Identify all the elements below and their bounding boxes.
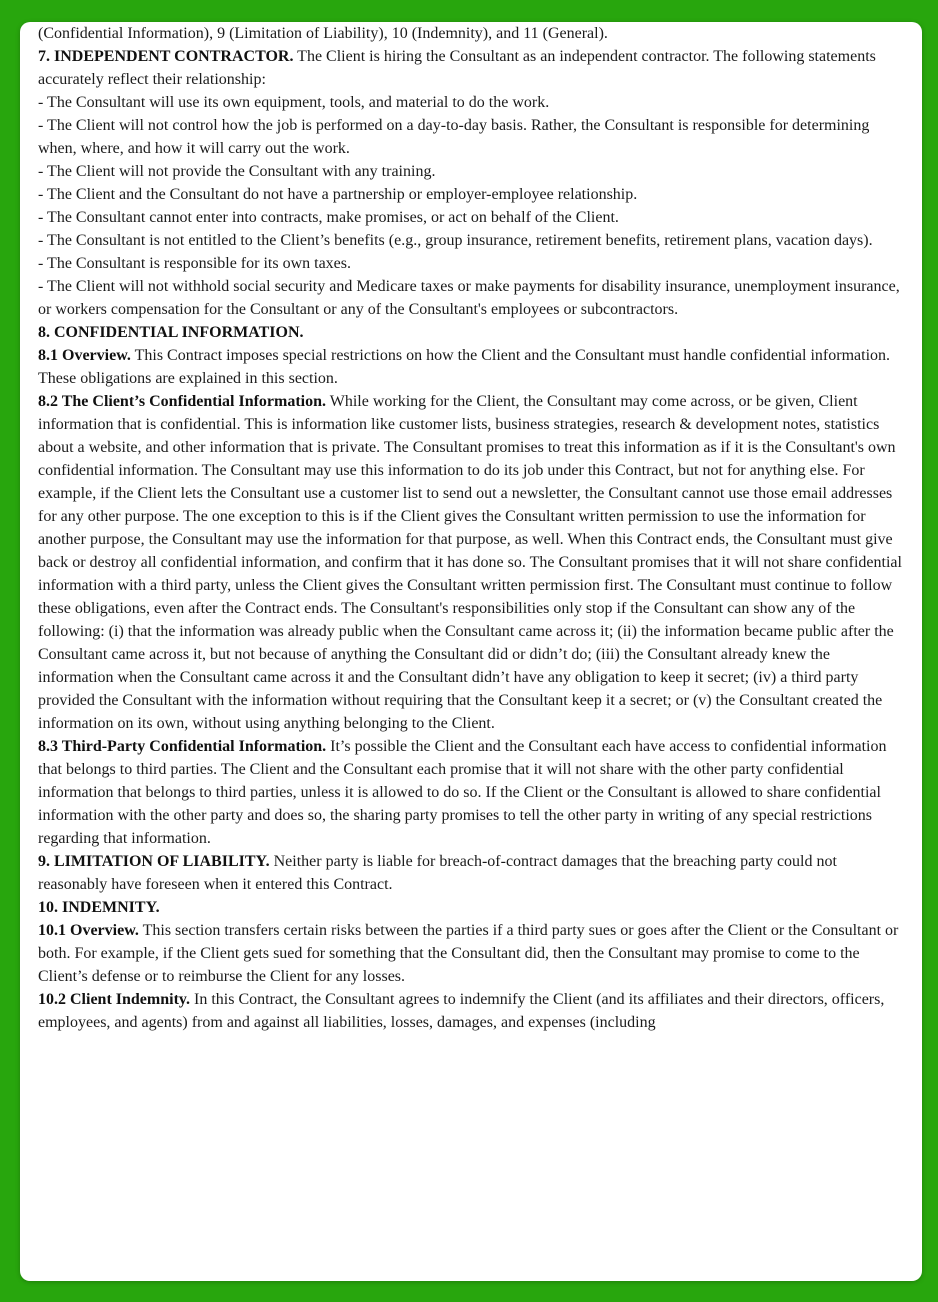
subsection-text: In this Contract, the Consultant agrees to indemnify the Client (and its affiliates and their directors, officers, employees, and agents) from and against all liabilities, losses, damages, and expenses (including	[38, 991, 885, 1031]
bullet-item	[38, 91, 904, 114]
bullet-text: The Consultant is not entitled to the Client’s benefits (e.g., group insurance, retirement benefits, retirement plans, vacation days).	[47, 232, 873, 249]
bullet-dash: -	[38, 94, 44, 111]
bullet-dash: -	[38, 117, 44, 134]
bullet-dash: -	[38, 186, 44, 203]
subsection-title: 10.2 Client Indemnity.	[38, 991, 191, 1008]
subsection-title: 8.2 The Client’s Confidential Information.	[38, 393, 327, 410]
bullet-text: The Client and the Consultant do not have a partnership or employer-employee relationship.	[47, 186, 638, 203]
bullet-text: The Consultant cannot enter into contracts, make promises, or act on behalf of the Client.	[47, 209, 619, 226]
bullet-item	[38, 183, 904, 206]
section-heading	[38, 321, 904, 344]
bullet-item	[38, 275, 904, 321]
bullet-text: The Consultant is responsible for its own taxes.	[47, 255, 352, 272]
subsection-paragraph	[38, 735, 904, 850]
subsection-paragraph	[38, 344, 904, 390]
subsection-text: While working for the Client, the Consultant may come across, or be given, Client information that is confidential. This is information like customer lists, business strategies, research & development notes, statistics about a website, and other information that is private. The Consultant promises to treat this information as if it is the Consultant's own confidential information. The Consultant may use this information to do its job under this Contract, but not for anything else. For example, if the Client lets the Consultant use a customer list to send out a newsletter, the Consultant cannot use those email addresses for any other purpose. The one exception to this is if the Client gives the Consultant written permission to use the information for another purpose, the Consultant may use the information for that purpose, as well. When this Contract ends, the Consultant must give back or destroy all confidential information, and confirm that it has done so. The Consultant promises that it will not share confidential information with a third party, unless the Client gives the Consultant written permission first. The Consultant must continue to follow these obligations, even after the Contract ends. The Consultant's responsibilities only stop if the Consultant can show any of the following: (i) that the information was already public when the Consultant came across it; (ii) the information became public after the Consultant came across it, but not because of anything the Consultant did or didn’t do; (iii) the Consultant already knew the information when the Consultant came across it and the Consultant didn’t have any obligation to keep it secret; (iv) a third party provided the Consultant with the information without requiring that the Consultant keep it a secret; or (v) the Consultant created the information on its own, without using anything belonging to the Client.	[38, 393, 902, 732]
document-body	[20, 22, 922, 1034]
subsection-text: This section transfers certain risks between the parties if a third party sues or goes after the Client or the Consultant or both. For example, if the Client gets sued for something that the Consultant did, then the Consultant may promise to come to the Client’s defense or to reimburse the Client for any losses.	[38, 922, 899, 985]
document-card	[20, 22, 922, 1281]
section-heading-label: 10. INDEMNITY.	[38, 899, 160, 916]
clause-title: 9. LIMITATION OF LIABILITY.	[38, 853, 270, 870]
bullet-dash: -	[38, 232, 44, 249]
bullet-item	[38, 206, 904, 229]
section-heading-label: 8. CONFIDENTIAL INFORMATION.	[38, 324, 304, 341]
section-heading	[38, 896, 904, 919]
bullet-text: The Consultant will use its own equipment, tools, and material to do the work.	[47, 94, 550, 111]
bullet-dash: -	[38, 255, 44, 272]
bullet-text: The Client will not control how the job is performed on a day-to-day basis. Rather, the Consultant is responsible for determining when, where, and how it will carry out the work.	[38, 117, 870, 157]
bullet-text: The Client will not provide the Consultant with any training.	[47, 163, 436, 180]
clause-text: Neither party is liable for breach-of-contract damages that the breaching party could not reasonably have foreseen when it entered this Contract.	[38, 853, 837, 893]
subsection-title: 10.1 Overview.	[38, 922, 139, 939]
clipped-top-line: (Confidential Information), 9 (Limitation of Liability), 10 (Indemnity), and 11 (General).	[38, 25, 608, 42]
subsection-paragraph	[38, 390, 904, 735]
clause-text: The Client is hiring the Consultant as an independent contractor. The following statements accurately reflect their relationship:	[38, 48, 876, 88]
bullet-item	[38, 160, 904, 183]
bullet-dash: -	[38, 278, 44, 295]
bullet-dash: -	[38, 163, 44, 180]
clause-title: 7. INDEPENDENT CONTRACTOR.	[38, 48, 294, 65]
subsection-title: 8.1 Overview.	[38, 347, 131, 364]
bullet-dash: -	[38, 209, 44, 226]
bullet-item	[38, 229, 904, 252]
section-paragraph	[38, 45, 904, 91]
subsection-text: This Contract imposes special restrictions on how the Client and the Consultant must handle confidential information. These obligations are explained in this section.	[38, 347, 891, 387]
section-paragraph	[38, 850, 904, 896]
subsection-paragraph	[38, 919, 904, 988]
subsection-title: 8.3 Third-Party Confidential Information.	[38, 738, 327, 755]
bullet-text: The Client will not withhold social security and Medicare taxes or make payments for disability insurance, unemployment insurance, or workers compensation for the Consultant or any of the Consultant's employees or subcontractors.	[38, 278, 900, 318]
bullet-item	[38, 252, 904, 275]
bullet-item	[38, 114, 904, 160]
subsection-paragraph	[38, 988, 904, 1034]
subsection-text: It’s possible the Client and the Consultant each have access to confidential information that belongs to third parties. The Client and the Consultant each promise that it will not share with the other party confidential information that belongs to third parties, unless it is allowed to do so. If the Client or the Consultant is allowed to share confidential information with the other party and does so, the sharing party promises to tell the other party in writing of any special restrictions regarding that information.	[38, 738, 887, 847]
